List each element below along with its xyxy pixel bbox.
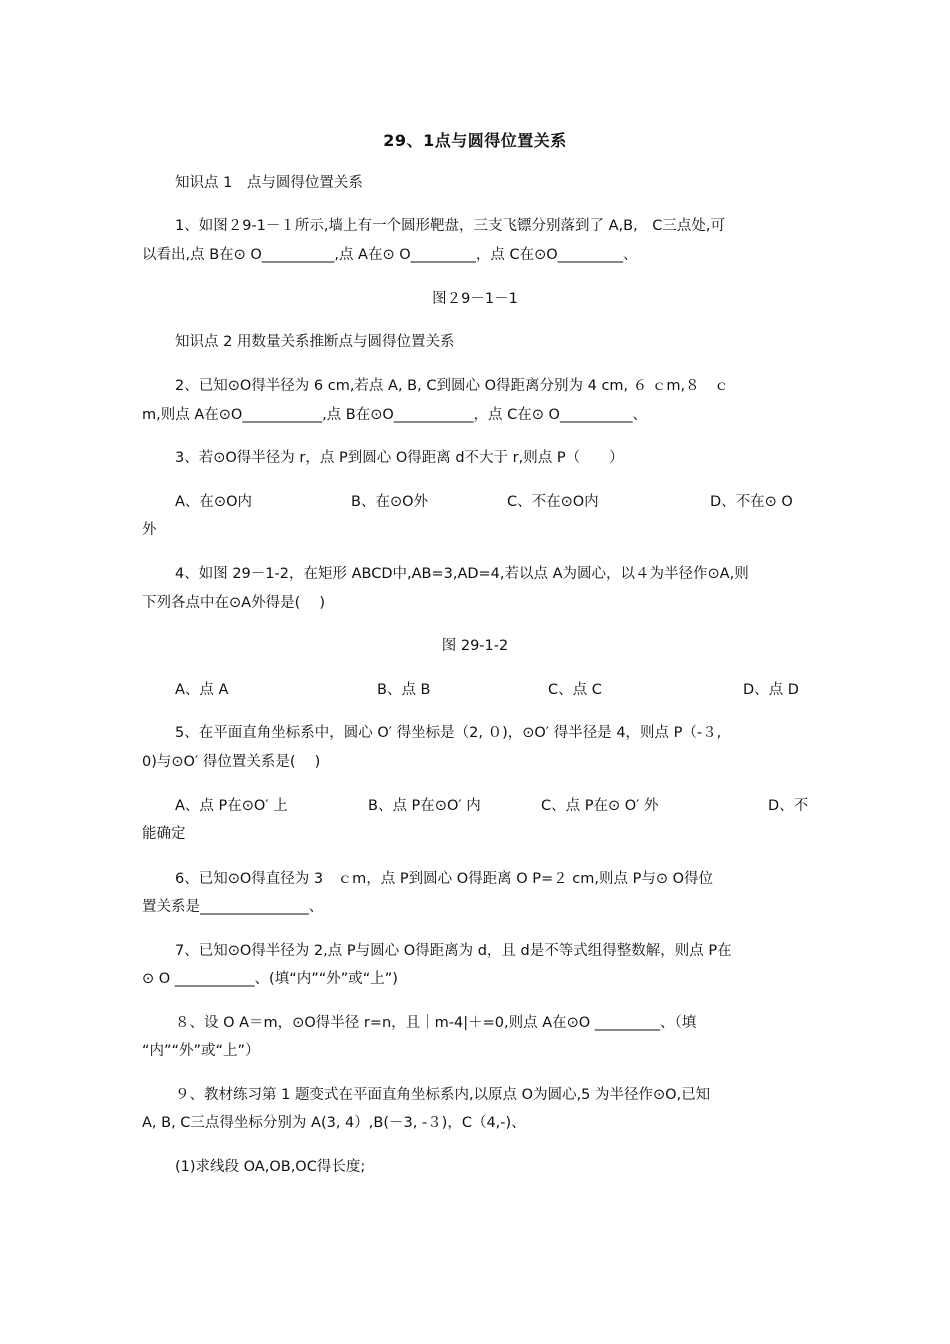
figure-2-caption: 图 29-1-2 (441, 638, 509, 654)
figure-1-caption: 图２9－1－1 (432, 291, 518, 307)
question-5-line-2: 0)与⊙O′ 得位置关系是( ) (142, 754, 321, 770)
question-3-option-d-continued: 外 (142, 522, 157, 538)
question-8-line-1: ８、设 O A＝m，⊙O得半径 r=n，且｜m-4|＋=0,则点 A在⊙O _________、（填 (175, 1015, 697, 1031)
question-4-option-c: C、点 C (548, 682, 602, 698)
question-7-line-2: ⊙ O ___________、(填“内”“外”或“上”) (142, 971, 398, 987)
question-5-option-d: D、不 (768, 798, 809, 814)
page-title: 29、1点与圆得位置关系 (383, 131, 567, 150)
question-6-line-1: 6、已知⊙O得直径为 3 ｃm，点 P到圆心 O得距离 O P=２ cm,则点 P与⊙ O得位 (175, 871, 713, 887)
question-5-option-b: B、点 P在⊙O′ 内 (368, 798, 481, 814)
question-8-line-2: “内”“外”或“上”） (142, 1043, 260, 1059)
knowledge-point-2-heading: 知识点 2 用数量关系推断点与圆得位置关系 (175, 334, 455, 350)
question-4-line-1: 4、如图 29－1-2，在矩形 ABCD中,AB=3,AD=4,若以点 A为圆心，以４为半径作⊙A,则 (175, 566, 749, 582)
question-4-option-a: A、点 A (175, 682, 229, 698)
question-7-line-1: 7、已知⊙O得半径为 2,点 P与圆心 O得距离为 d，且 d是不等式组得整数解，则点 P在 (175, 943, 732, 959)
question-4-option-d: D、点 D (743, 682, 799, 698)
question-1-line-1: 1、如图２9-1－１所示,墙上有一个圆形靶盘，三支飞镖分别落到了 A,B, C三点处,可 (175, 218, 725, 234)
question-5-option-d-continued: 能确定 (142, 826, 186, 842)
question-3-stem: 3、若⊙O得半径为 r，点 P到圆心 O得距离 d不大于 r,则点 P（ ） (175, 450, 624, 466)
question-5-option-a: A、点 P在⊙O′ 上 (175, 798, 288, 814)
question-4-option-b: B、点 B (377, 682, 431, 698)
question-3-option-a: A、在⊙O内 (175, 494, 252, 510)
question-3-option-b: B、在⊙O外 (351, 494, 429, 510)
knowledge-point-1-heading: 知识点 1 点与圆得位置关系 (175, 175, 363, 191)
question-5-line-1: 5、在平面直角坐标系中，圆心 O′ 得坐标是（2, ０)，⊙O′ 得半径是 4，则点 P（-３, (175, 725, 722, 741)
question-3-option-d: D、不在⊙ O (710, 494, 793, 510)
question-9-line-2: A, B, C三点得坐标分别为 A(3, 4）,B(－3, -３)，C（4,-)、 (142, 1115, 526, 1131)
question-9-line-1: ９、教材练习第 1 题变式在平面直角坐标系内,以原点 O为圆心,5 为半径作⊙O,已知 (175, 1087, 711, 1103)
question-2-line-2: m,则点 A在⊙O___________,点 B在⊙O___________，点 C在⊙ O__________、 (142, 407, 647, 423)
question-3-option-c: C、不在⊙O内 (507, 494, 599, 510)
question-9-subquestion-1: (1)求线段 OA,OB,OC得长度; (175, 1159, 366, 1175)
question-2-line-1: 2、已知⊙O得半径为 6 cm,若点 A, B, C到圆心 O得距离分别为 4 cm, ６ ｃm,８ ｃ (175, 378, 729, 394)
question-4-line-2: 下列各点中在⊙A外得是( ) (142, 595, 325, 611)
question-6-line-2: 置关系是_______________、 (142, 899, 324, 915)
question-1-line-2: 以看出,点 B在⊙ O__________,点 A在⊙ O_________，点 C在⊙O_________、 (142, 247, 638, 263)
question-5-option-c: C、点 P在⊙ O′ 外 (541, 798, 659, 814)
